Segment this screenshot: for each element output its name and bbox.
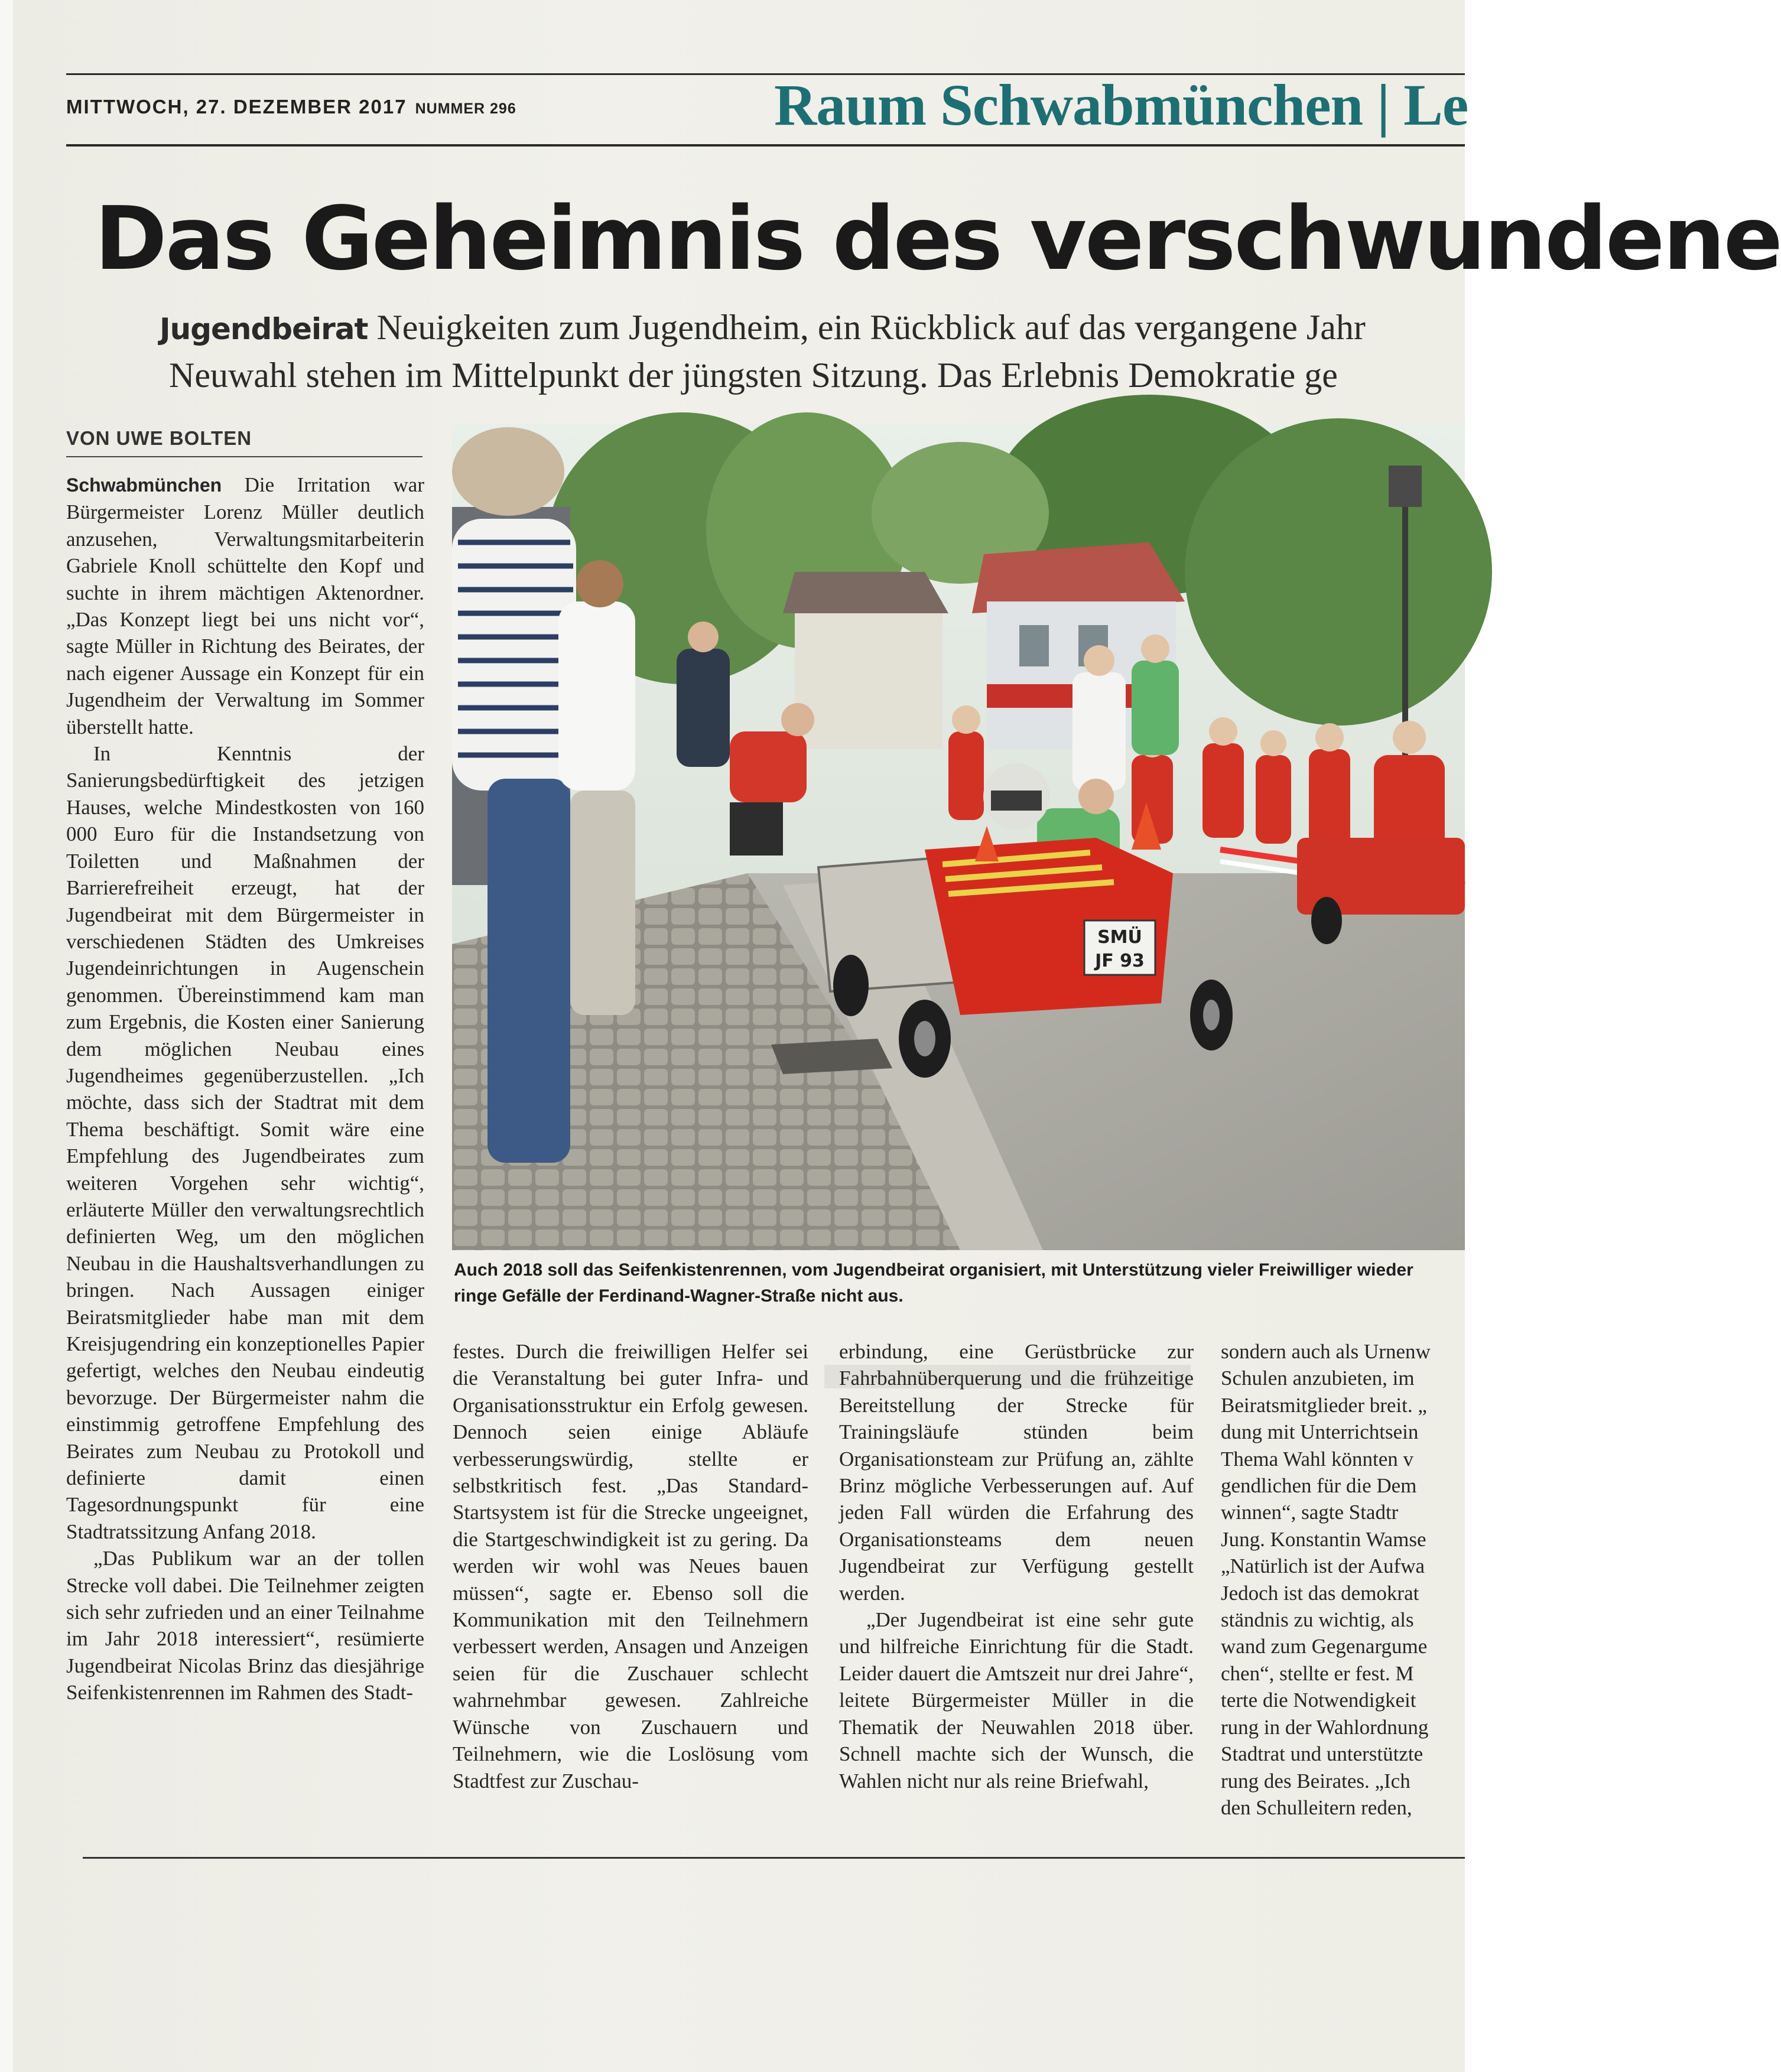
col4-line: winnen“, sagte Stadtr xyxy=(1221,1501,1399,1524)
paragraph-col3-1: erbindung, eine Gerüstbrücke zur Fahrbahnüberquerung und die frühzeitige Bereitstellung der Strecke für Trainingsläufe stünden beim Organisationsteam zur Prüfung an, zählte Brinz mögliche Verbesserungen auf. Auf jeden Fall würden die Erfahrung des Organisationsteams dem neuen Jugendbeirat zur Verfügung gestellt werden. xyxy=(839,1340,1194,1605)
masthead-rule xyxy=(66,144,1465,147)
col4-line: gendlichen für die Dem xyxy=(1221,1474,1417,1498)
issue-number: NUMMER 296 xyxy=(415,100,516,117)
col4-line: Beiratsmitglieder breit. „ xyxy=(1221,1393,1427,1417)
col4-line: Thema Wahl könnten v xyxy=(1221,1447,1414,1471)
article-photo xyxy=(452,424,1465,1250)
byline: VON UWE BOLTEN xyxy=(66,427,252,449)
article-headline: Das Geheimnis des verschwundene xyxy=(95,188,1781,290)
col4-line: chen“, stellte er fest. M xyxy=(1221,1661,1414,1685)
scan-margin xyxy=(0,0,13,2072)
section-title: Raum Schwabmünchen | Le xyxy=(774,72,1468,138)
caption-line-1: Auch 2018 soll das Seifenkistenrennen, vom Jugendbeirat organisiert, mit Unterstützung vieler Freiwilliger wieder xyxy=(454,1260,1413,1280)
col4-line: dung mit Unterrichtsein xyxy=(1221,1420,1419,1444)
photo-caption xyxy=(454,1257,1465,1309)
kart-plate-line2: JF 93 xyxy=(1095,951,1145,971)
column-3 xyxy=(839,1338,1194,1794)
column-2 xyxy=(453,1338,808,1794)
col4-line: Jedoch ist das demokrat xyxy=(1221,1581,1419,1605)
paragraph-col3-2: „Der Jugendbeirat ist eine sehr gute und hilfreiche Einrichtung für die Stadt. Leider dauert die Amtszeit nur drei Jahre“, leitete Bürgermeister Müller in die Thematik der Neuwahlen 2018 über. Schnell machte sich der Wunsch, die Wahlen nicht nur als reine Briefwahl, xyxy=(839,1608,1194,1793)
soapbox-race-photo xyxy=(452,424,1465,1250)
article-deck xyxy=(160,304,1366,398)
col4-line: rung in der Wahlordnung xyxy=(1221,1715,1429,1739)
issue-date: MITTWOCH, 27. DEZEMBER 2017 xyxy=(66,96,407,118)
col4-line: den Schulleitern reden, xyxy=(1221,1795,1412,1819)
byline-rule xyxy=(66,456,422,457)
col4-line: „Natürlich ist der Aufwa xyxy=(1221,1554,1425,1578)
paragraph-3: „Das Publikum war an der tollen Strecke voll dabei. Die Teilnehmer zeigten sich sehr zufrieden und an einer Teilnahme im Jahr 2018 interessiert“, resümierte Jugendbeirat Nicolas Brinz das diesjährige Seifenkistenrennen im Rahmen des Stadt- xyxy=(66,1547,424,1705)
deck-line-2: Neuwahl stehen im Mittelpunkt der jüngsten Sitzung. Das Erlebnis Demokratie ge xyxy=(169,356,1338,395)
col4-line: Stadtrat und unterstützte xyxy=(1221,1742,1424,1766)
column-1 xyxy=(66,471,424,1706)
col4-line: sondern auch als Urnenw xyxy=(1221,1340,1431,1363)
col4-line: ständnis zu wichtig, als xyxy=(1221,1608,1414,1632)
col4-line: rung des Beirates. „Ich xyxy=(1221,1769,1410,1793)
paragraph-2: In Kenntnis der Sanierungsbedürftigkeit des jetzigen Hauses, welche Mindestkosten von 160 000 Euro für die Instandsetzung von Toiletten und Maßnahmen der Barrierefreiheit erzeugt, hat der Jugendbeirat mit dem Bürgermeister in verschiedenen Städten des Umkreises Jugendeinrichtungen in Augenschein genommen. Übereinstimmend kam man zum Ergebnis, die Kosten einer Sanierung dem möglichen Neubau eines Jugendheimes gegenüberzustellen. „Ich möchte, dass sich der Stadtrat mit dem Thema beschäftigt. Somit wäre eine Empfehlung des Jugendbeirates zum weiteren Vorgehen sehr wichtig“, erläuterte Müller den verwaltungsrechtlich definierten Weg, um den möglichen Neubau in die Haushaltsverhandlungen zu bringen. Nach Aussagen einiger Beiratsmitglieder habe man mit dem Kreisjugendring ein konzeptionelles Papier gefertigt, welches den Neubau eindeutig bevorzuge. Der Bürgermeister nahm die einstimmig getroffene Empfehlung des Beirates zum Neubau zu Protokoll und definierte damit einen Tagesordnungspunkt für eine Stadtratssitzung Anfang 2018. xyxy=(66,742,424,1543)
issue-dateline xyxy=(66,96,516,118)
deck-kicker: Jugendbeirat xyxy=(160,312,368,346)
dateline-location: Schwabmünchen xyxy=(66,474,222,496)
bottom-rule xyxy=(83,1857,1465,1859)
col4-line: Schulen anzubieten, im xyxy=(1221,1367,1415,1390)
column-4 xyxy=(1221,1338,1465,1821)
col4-line: terte die Notwendigkeit xyxy=(1221,1689,1416,1712)
paragraph-col2: festes. Durch die freiwilligen Helfer sei die Veranstaltung bei guter Infra- und Organisationsstruktur ein Erfolg gewesen. Dennoch seien einige Abläufe verbesserungswürdig, stellte er selbstkritisch fest. „Das Standard-Startsystem ist für die Strecke ungeeignet, die Startgeschwindigkeit ist zu gering. Da werden wir wohl was Neues bauen müssen“, sagte er. Ebenso soll die Kommunikation mit den Teilnehmern verbessert werden, Ansagen und Anzeigen seien für die Zuschauer schlecht wahrnehmbar gewesen. Zahlreiche Wünsche von Zuschauern und Teilnehmern, wie die Loslösung vom Stadtfest zur Zuschau- xyxy=(453,1340,808,1793)
paragraph-lead xyxy=(66,471,424,740)
col4-line: Jung. Konstantin Wamse xyxy=(1221,1527,1426,1551)
kart-plate-line1: SMÜ xyxy=(1097,927,1142,948)
deck-line-1: Neuigkeiten zum Jugendheim, ein Rückblick auf das vergangene Jahr xyxy=(376,308,1366,347)
caption-line-2: ringe Gefälle der Ferdinand-Wagner-Straße nicht aus. xyxy=(454,1286,904,1306)
lead-text: Die Irritation war Bürgermeister Lorenz Müller deutlich anzusehen, Verwaltungsmitarbeiterin Gabriele Knoll schüttelte den Kopf und suchte in ihrem mächtigen Aktenordner. „Das Konzept liegt bei uns nicht vor“, sagte Müller in Richtung des Beirates, der nach eigener Aussage ein Konzept für ein Jugendheim der Verwaltung im Sommer überstellt hatte. xyxy=(66,473,424,739)
col4-line: wand zum Gegenargume xyxy=(1221,1635,1428,1658)
